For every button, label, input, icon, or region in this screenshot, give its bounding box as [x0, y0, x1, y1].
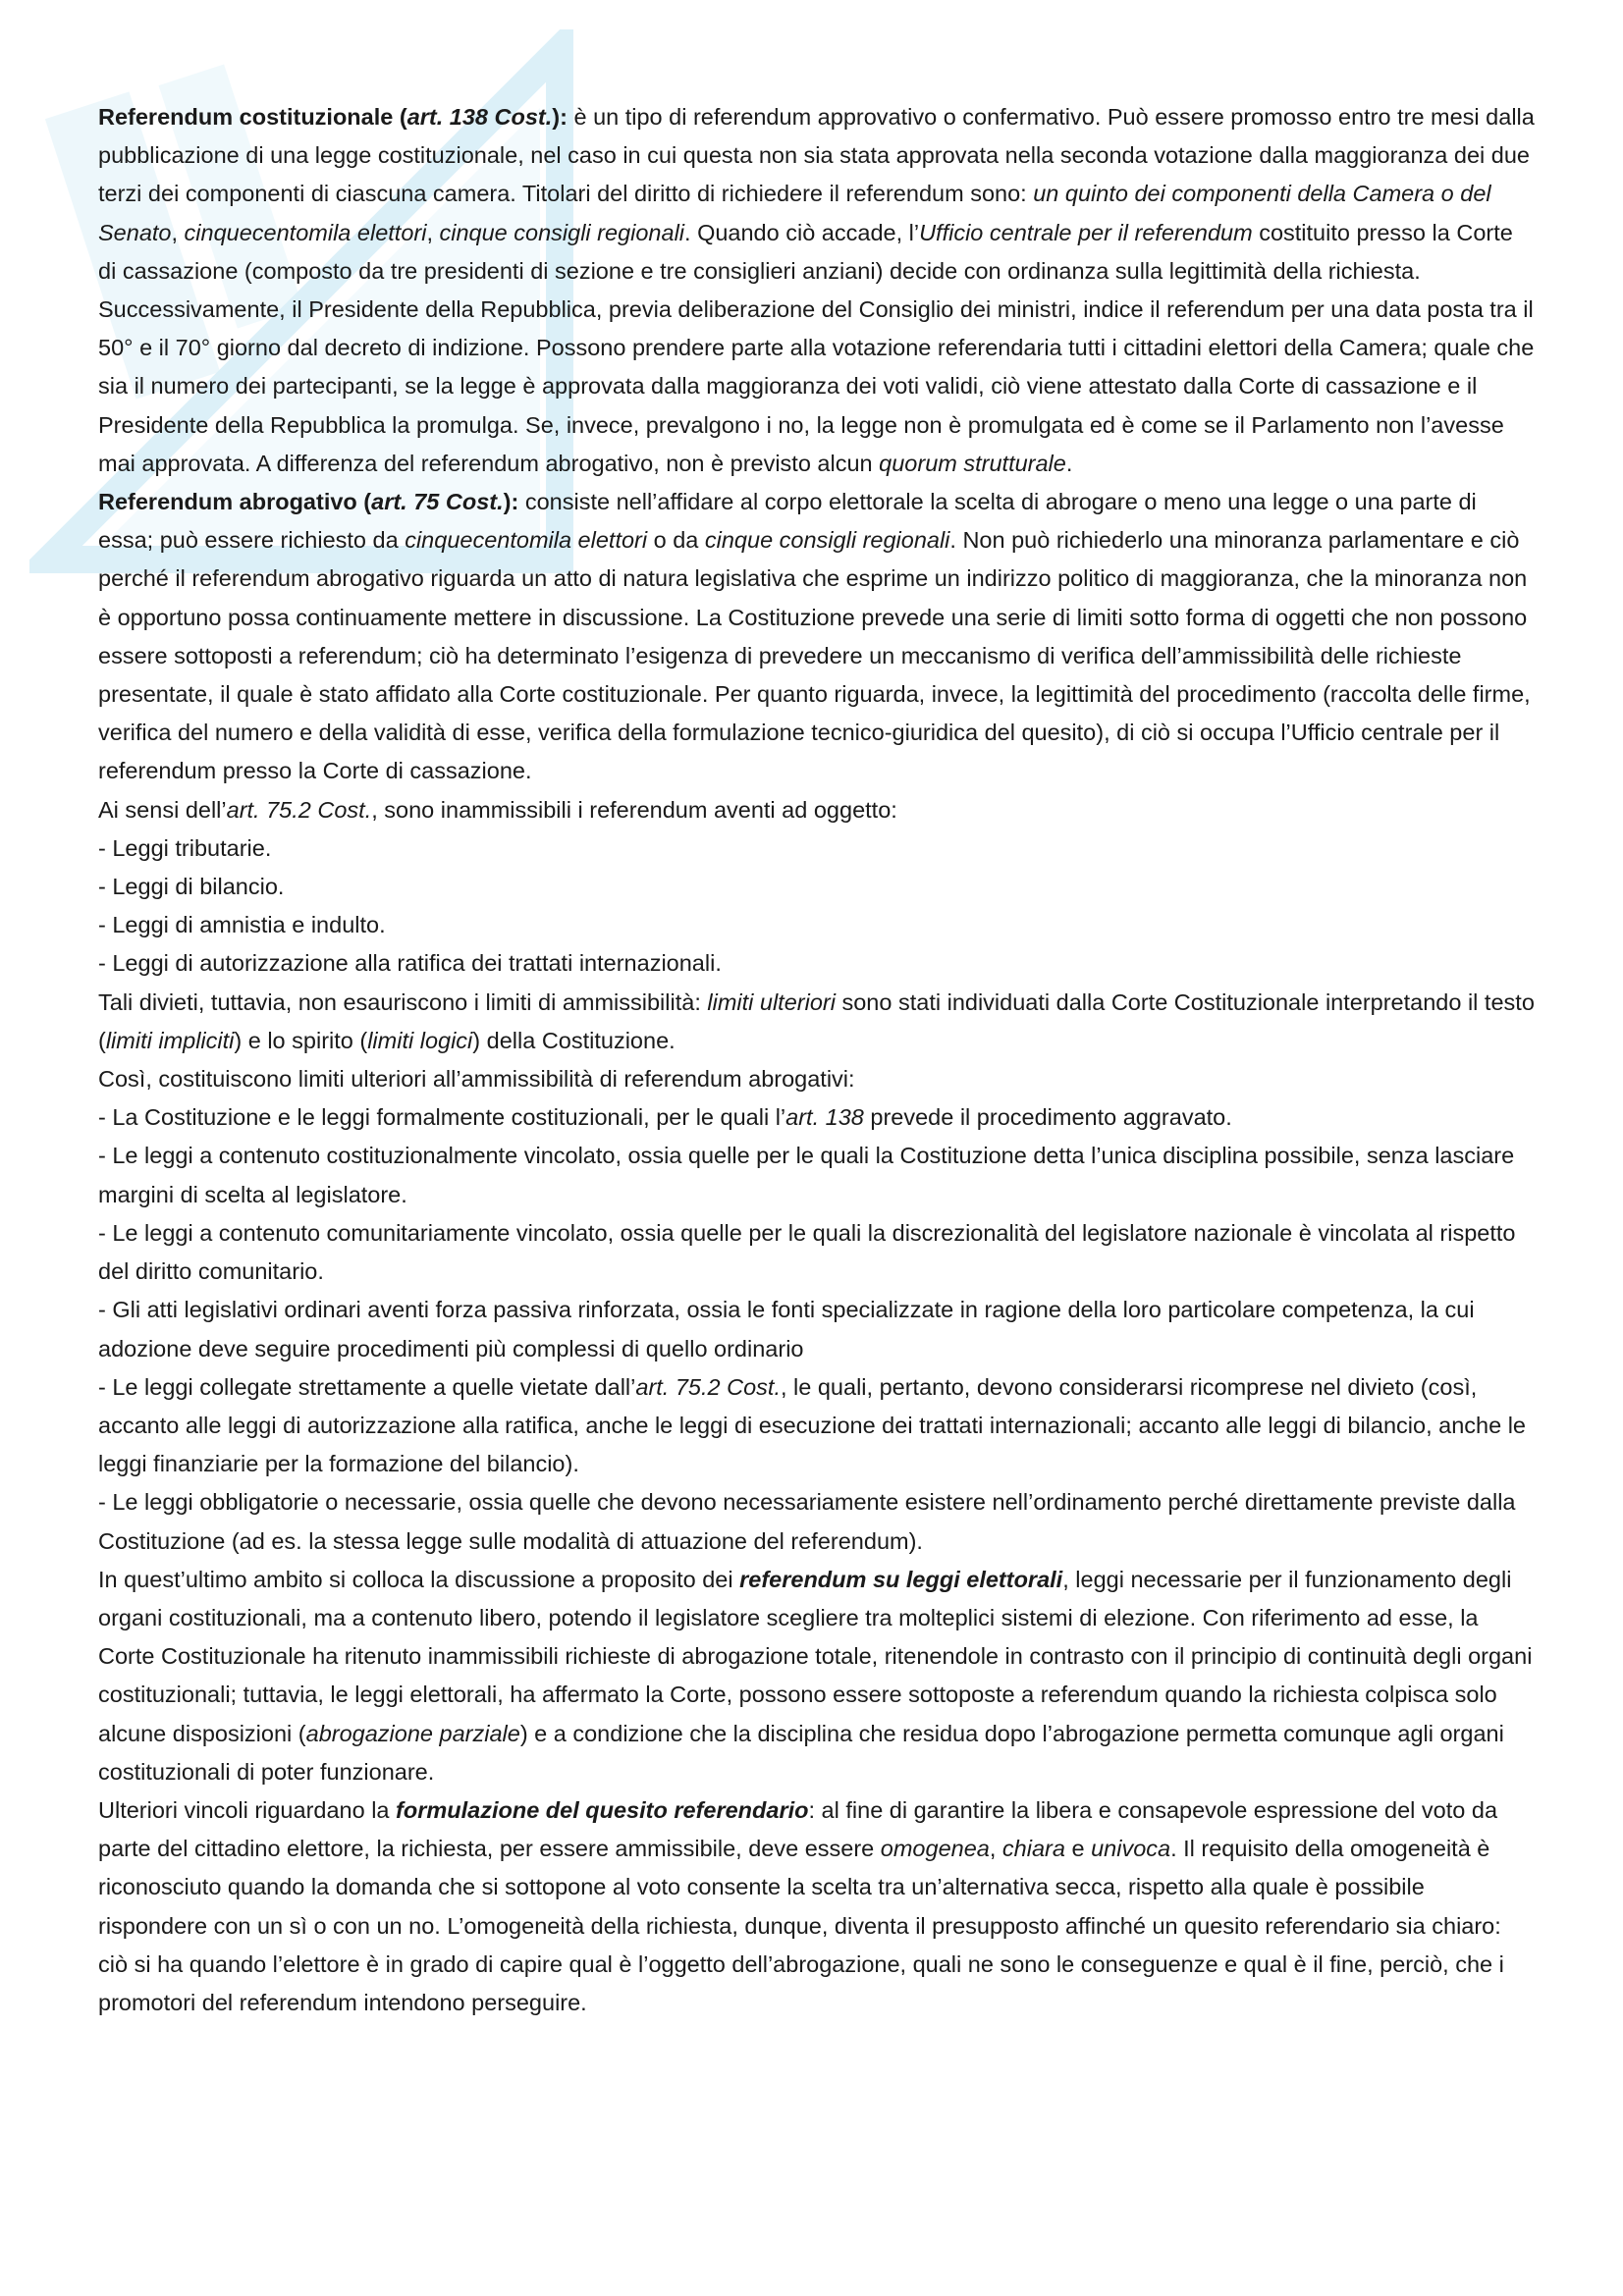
text-run: ,: [989, 1836, 1002, 1862]
text-run: costituito presso la Corte di cassazione (composto da tre presidenti di sezione e tre consiglieri anziani) decide con ordinanza sulla legittimità della richiesta. Successivamente, il Presidente della Repubblica, previa deliberazione del Consiglio dei ministri, indice il referendum per una data posta tra il 50° e il 70° giorno dal decreto di indizione. Possono prendere parte alla votazione referendaria tutti i cittadini elettori della Camera; quale che sia il numero dei partecipanti, se la legge è approvata dalla maggioranza dei voti validi, ciò viene attestato dalla Corte di cassazione e il Presidente della Repubblica la promulga. Se, invece, prevalgono i no, la legge non è promulgata ed è come se il Parlamento non l’avesse mai approvata. A differenza del referendum abrogativo, non è previsto alcun: [98, 219, 1535, 476]
text-run: , le quali, pertanto, devono considerarsi ricomprese nel divieto (così, accanto alle leggi di autorizzazione alla ratifica, anche le leggi di esecuzione dei trattati internazionali; accanto alle leggi di bilancio, anche le leggi finanziarie per la formazione del bilancio).: [98, 1373, 1526, 1477]
text-run-italic: limiti ulteriori: [707, 988, 836, 1015]
list-item-leggi-ratifica: [98, 944, 1537, 983]
text-run: Così, costituiscono limiti ulteriori all’ammissibilità di referendum abrogativi:: [98, 1066, 855, 1093]
paragraph-referendum-costituzionale: [98, 98, 1537, 483]
text-run-bold: ):: [552, 104, 568, 130]
paragraph-leggi-elettorali: [98, 1561, 1537, 1791]
list-item-costituzione: [98, 1098, 1537, 1137]
text-run-bold: [407, 104, 553, 130]
text-run: Ai sensi dell’: [98, 796, 227, 823]
list-item-leggi-obbligatorie: [98, 1483, 1537, 1560]
text-run-italic: chiara: [1001, 1836, 1065, 1862]
text-run-italic: limiti logici: [367, 1027, 473, 1053]
list-item-leggi-amnistia: [98, 906, 1537, 944]
text-run: . Il requisito della omogeneità è riconosciuto quando la domanda che si sottopone al voto consente la scelta tra un’alternativa secca, rispetto alla quale è possibile rispondere con un sì o con un no. L’omogeneità della richiesta, dunque, diventa il presupposto affinché un quesito referendario sia chiaro: ciò si ha quando l’elettore è in grado di capire qual è l’oggetto dell’abrogazione, quali ne sono le conseguenze e qual è il fine, perciò, che i promotori del referendum intendono perseguire.: [98, 1836, 1504, 2015]
list-item-leggi-tributarie: [98, 829, 1537, 868]
text-run-italic: univoca: [1091, 1836, 1171, 1862]
text-run: - Le leggi a contenuto comunitariamente vincolato, ossia quelle per le quali la discrezionalità del legislatore nazionale è vincolata al rispetto del diritto comunitario.: [98, 1219, 1516, 1285]
text-run-bold: [396, 1797, 808, 1823]
text-run: . Non può richiederlo una minoranza parlamentare e ciò perché il referendum abrogativo riguarda un atto di natura legislativa che esprime un indirizzo politico di maggioranza, che la minoranza non è opportuno possa continuamente mettere in discussione. La Costituzione prevede una serie di limiti sotto forma di oggetti che non possono essere sottoposti a referendum; ciò ha determinato l’esigenza di prevedere un meccanismo di verifica dell’ammissibilità delle richieste presentate, il quale è stato affidato alla Corte costituzionale. Per quanto riguarda, invece, la legittimità del procedimento (raccolta delle firme, verifica del numero e della validità di esse, verifica della formulazione tecnico-giuridica del quesito), di ciò si occupa l’Ufficio centrale per il referendum presso la Corte di cassazione.: [98, 527, 1531, 784]
text-run: e: [1064, 1836, 1092, 1862]
text-run: , leggi necessarie per il funzionamento degli organi costituzionali, ma a contenuto libero, potendo il legislatore scegliere tra molteplici sistemi di elezione. Con riferimento ad esse, la Corte Costituzionale ha ritenuto inammissibili richieste di abrogazione totale, ritenendole in contrasto con il principio di continuità degli organi costituzionali; tuttavia, le leggi elettorali, ha affermato la Corte, possono essere sottoposte a referendum quando la richiesta colpisca solo alcune disposizioni (: [98, 1566, 1533, 1746]
text-run: , sono inammissibili i referendum aventi ad oggetto:: [371, 796, 897, 823]
text-run: è un tipo di referendum approvativo o confermativo. Può essere promosso entro tre mesi dalla pubblicazione di una legge costituzionale, nel caso in cui questa non sia stata approvata nella seconda votazione dalla maggioranza dei due terzi dei componenti di ciascuna camera. Titolari del diritto di richiedere il referendum sono:: [98, 104, 1535, 207]
text-run: - La Costituzione e le leggi formalmente costituzionali, per le quali l’: [98, 1104, 786, 1131]
paragraph-tali-divieti: [98, 984, 1537, 1060]
text-run-italic: cinquecentomila elettori: [184, 219, 427, 245]
text-run-bold: Referendum abrogativo (: [98, 489, 372, 515]
text-run-italic: art. 75.2 Cost.: [635, 1373, 781, 1400]
text-run: - Leggi di amnistia e indulto.: [98, 912, 386, 938]
text-run: Ulteriori vincoli riguardano la: [98, 1796, 397, 1823]
list-item-leggi-collegate: [98, 1368, 1537, 1484]
text-run: - Leggi di autorizzazione alla ratifica dei trattati internazionali.: [98, 950, 722, 977]
text-run: In quest’ultimo ambito si colloca la discussione a proposito dei: [98, 1566, 740, 1592]
text-run-italic: un quinto dei componenti della Camera o del Senato: [98, 181, 1491, 245]
text-run: ,: [426, 219, 440, 245]
text-run: : al fine di garantire la libera e consapevole espressione del voto da parte del cittadino elettore, la richiesta, per essere ammissibile, deve essere: [98, 1796, 1498, 1862]
text-run: consiste nell’affidare al corpo elettorale la scelta di abrogare o meno una legge o una parte di essa; può essere richiesto da: [98, 489, 1477, 554]
paragraph-cosi: [98, 1060, 1537, 1098]
text-run-italic: cinque consigli regionali: [704, 527, 950, 554]
text-run-italic: Ufficio centrale per il referendum: [919, 219, 1253, 245]
text-run: sono stati individuati dalla Corte Costituzionale interpretando il testo (: [98, 988, 1535, 1053]
list-item-costituzionalmente-vincolato: [98, 1137, 1537, 1213]
text-run: - Le leggi a contenuto costituzionalmente vincolato, ossia quelle per le quali la Costituzione detta l’unica disciplina possibile, senza lasciare margini di scelta al legislatore.: [98, 1143, 1515, 1207]
text-run-bold: [739, 1567, 1062, 1592]
text-run: - Leggi di bilancio.: [98, 874, 285, 900]
paragraph-quesito-referendario: [98, 1791, 1537, 2022]
text-run-italic: art. 138: [785, 1104, 864, 1131]
text-run: - Le leggi obbligatorie o necessarie, ossia quelle che devono necessariamente esistere nell’ordinamento perché direttamente previste dalla Costituzione (ad es. la stessa legge sulle modalità di attuazione del referendum).: [98, 1489, 1516, 1554]
text-run-bold: Referendum costituzionale (: [98, 104, 407, 130]
text-run-emphasis: art. 138 Cost.: [406, 104, 553, 130]
text-run: ) della Costituzione.: [472, 1027, 676, 1053]
text-run: prevede il procedimento aggravato.: [863, 1104, 1232, 1131]
paragraph-referendum-abrogativo: [98, 483, 1537, 791]
text-run: - Gli atti legislativi ordinari aventi forza passiva rinforzata, ossia le fonti specializzate in ragione della loro particolare competenza, la cui adozione deve seguire procedimenti più complessi di quello ordinario: [98, 1297, 1475, 1362]
text-run: Tali divieti, tuttavia, non esauriscono i limiti di ammissibilità:: [98, 988, 708, 1015]
list-item-comunitariamente-vincolato: [98, 1214, 1537, 1291]
text-run-emphasis: referendum su leggi elettorali: [739, 1566, 1063, 1592]
text-run: - Le leggi collegate strettamente a quelle vietate dall’: [98, 1373, 636, 1400]
paragraph-ai-sensi: [98, 791, 1537, 829]
text-run-italic: limiti impliciti: [105, 1027, 235, 1053]
text-run-italic: abrogazione parziale: [305, 1720, 520, 1746]
text-run: - Leggi tributarie.: [98, 834, 272, 861]
document-page: [98, 98, 1537, 2022]
text-run-italic: omogenea: [880, 1836, 990, 1862]
list-item-forza-passiva: [98, 1291, 1537, 1367]
text-run: .: [1065, 450, 1073, 476]
text-run-italic: quorum strutturale: [879, 450, 1066, 476]
text-run-italic: cinque consigli regionali: [439, 219, 685, 245]
text-run: ) e a condizione che la disciplina che residua dopo l’abrogazione permetta comunque agli organi costituzionali di poter funzionare.: [98, 1720, 1504, 1785]
text-run-bold: [371, 489, 504, 514]
text-run-bold: ):: [503, 489, 519, 515]
text-run-italic: art. 75.2 Cost.: [226, 796, 372, 823]
text-run-italic: cinquecentomila elettori: [405, 527, 648, 554]
text-run: . Quando ciò accade, l’: [684, 219, 920, 245]
list-item-leggi-bilancio: [98, 868, 1537, 906]
text-run: ,: [171, 219, 185, 245]
text-run-emphasis: art. 75 Cost.: [371, 489, 504, 515]
text-run-emphasis: formulazione del quesito referendario: [396, 1796, 809, 1823]
text-run: ) e lo spirito (: [234, 1027, 368, 1053]
text-run: o da: [647, 527, 705, 554]
